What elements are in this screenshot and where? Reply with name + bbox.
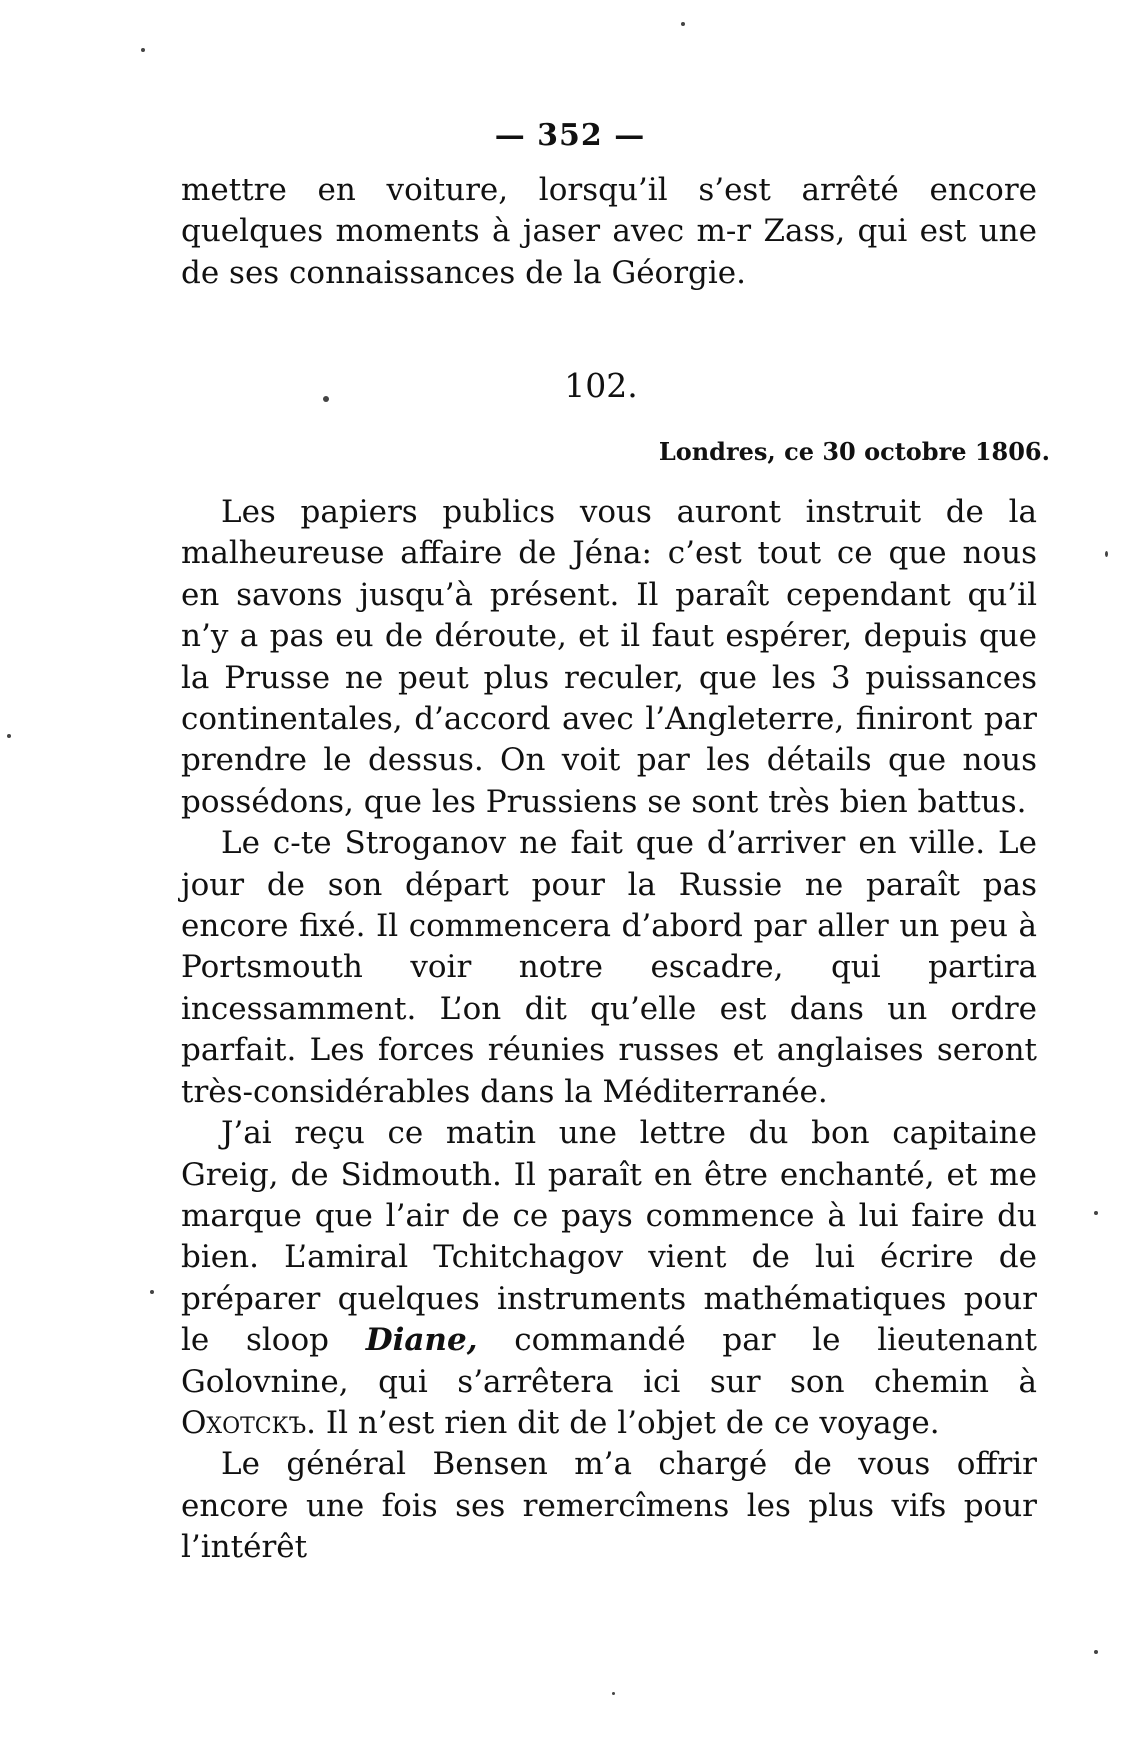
- scan-speck: [150, 1290, 154, 1294]
- intro-paragraph: [181, 170, 1037, 294]
- paragraph-3: [181, 1113, 1037, 1444]
- dateline: Londres, ce 30 octobre 1806.: [658, 437, 1050, 466]
- scan-speck: [7, 734, 11, 738]
- intro-text: mettre en voiture, lorsqu’il s’est arrêté encore quelques moments à jaser avec m-r Zass, qui est une de ses connaissances de la Géorgie.: [181, 172, 1037, 291]
- scan-speck: [323, 396, 329, 402]
- paragraph-3-part-2: commandé par le lieutenant Golovnine, qui s’arrêtera ici sur son chemin à: [181, 1322, 1038, 1400]
- paragraph-3-part-3: Il n’est rien dit de l’objet de ce voyage.: [325, 1404, 940, 1441]
- scan-speck: [612, 1692, 615, 1695]
- place-name: Охотскъ.: [181, 1404, 316, 1441]
- paragraph-1: Les papiers publics vous auront instruit de la malheureuse affaire de Jéna: c’est tout ce que nous en savons jusqu’à présent. Il paraît cependant qu’il n’y a pas eu de déroute, et il faut espérer, depuis que la Prusse ne peut plus reculer, que les 3 puissances continentales, d’accord avec l’Angleterre, finiront par prendre le dessus. On voit par les détails que nous possédons, que les Prussiens se sont très bien battus.: [181, 494, 1037, 820]
- scan-speck: [1094, 1650, 1098, 1654]
- ship-name: Diane,: [365, 1322, 478, 1359]
- letter-number: 102.: [564, 366, 638, 405]
- paragraph-2: Le c-te Stroganov ne fait que d’arriver en ville. Le jour de son départ pour la Russie ne paraît pas encore fixé. Il commencera d’abord par aller un peu à Portsmouth voir notre escadre, qui partira incessamment. L’on dit qu’elle est dans un ordre parfait. Les forces réunies russes et anglaises seront très-considérables dans la Méditerranée.: [181, 825, 1037, 1110]
- scan-speck: [1094, 1211, 1098, 1215]
- paragraph-3-part-1: J’ai reçu ce matin une lettre du bon capitaine Greig, de Sidmouth. Il paraît en être enchanté, et me marque que l’air de ce pays commence à lui faire du bien. L’amiral Tchitchagov vient de lui écrire de préparer quelques instruments mathématiques pour le sloop: [181, 1115, 1037, 1359]
- scan-speck: [681, 22, 685, 26]
- page-number: — 352 —: [494, 118, 646, 153]
- paragraph-4: Le général Bensen m’a chargé de vous offrir encore une fois ses remercîmens les plus vifs pour l’intérêt: [181, 1446, 1037, 1566]
- scan-speck: [141, 48, 145, 52]
- scan-speck: [1105, 551, 1108, 557]
- letter-body: [181, 492, 1037, 1569]
